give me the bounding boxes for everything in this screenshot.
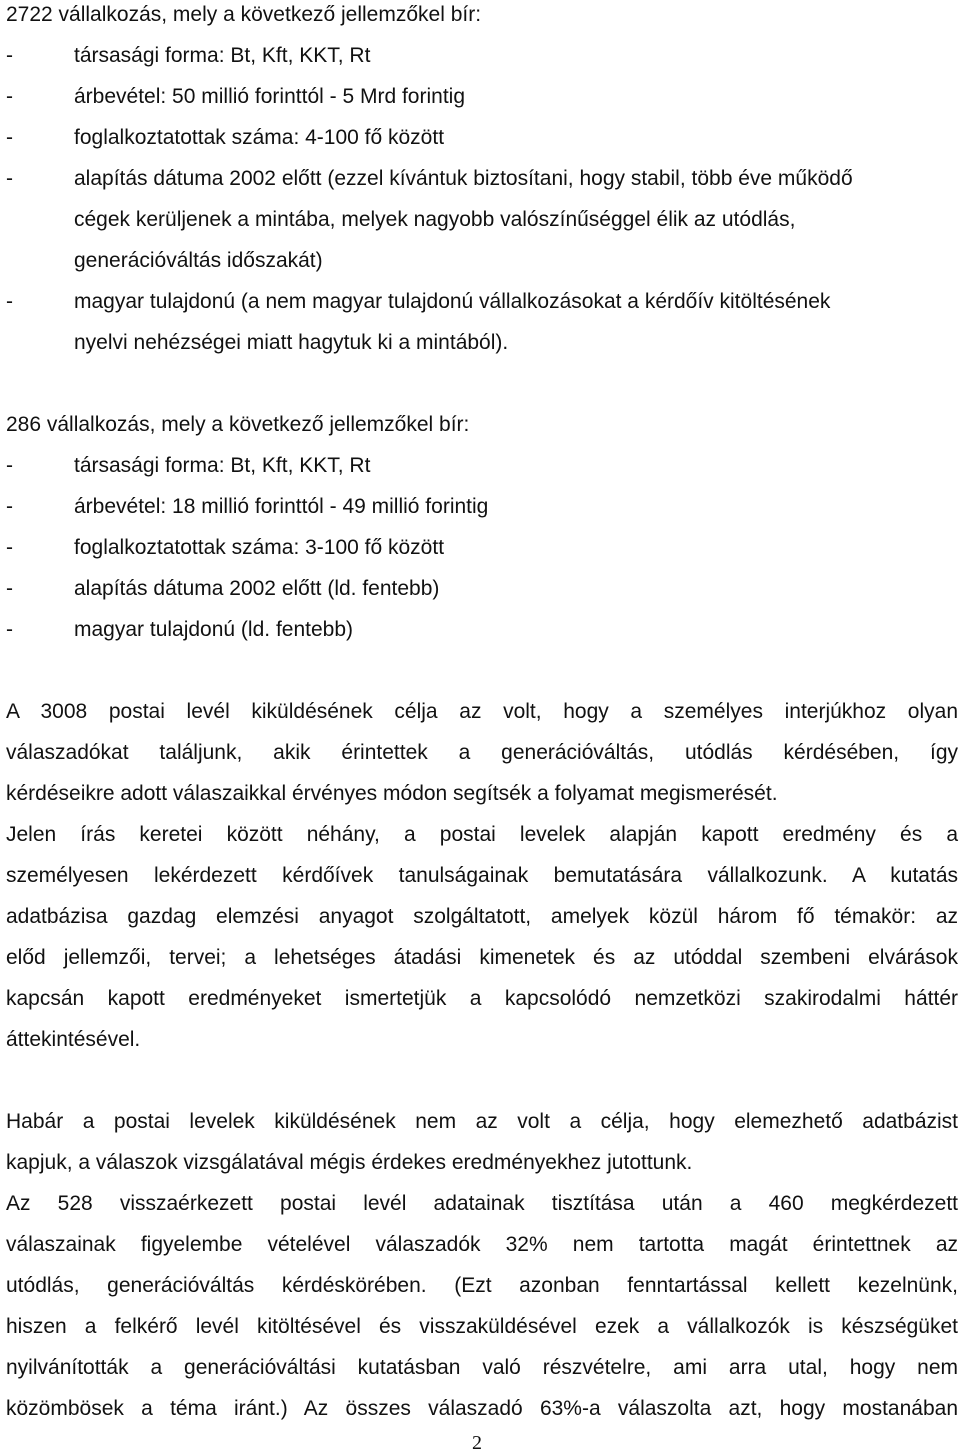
paragraph-line: közömbösek a téma iránt.) Az összes válaszadó 63%-a válaszolta azt, hogy mostanában bbox=[6, 1397, 958, 1420]
list-item: árbevétel: 18 millió forinttól - 49 millió forintig bbox=[74, 495, 489, 518]
list-bullet: - bbox=[6, 290, 13, 313]
section2-heading: 286 vállalkozás, mely a következő jellemzőkel bír: bbox=[6, 413, 470, 436]
paragraph-line: kapjuk, a válaszok vizsgálatával mégis érdekes eredményekhez jutottunk. bbox=[6, 1151, 693, 1174]
list-item: foglalkoztatottak száma: 3-100 fő között bbox=[74, 536, 445, 559]
paragraph-line: válaszadókat találjunk, akik érintettek a generációváltás, utódlás kérdésében, így bbox=[6, 741, 958, 764]
list-item: alapítás dátuma 2002 előtt (ld. fentebb) bbox=[74, 577, 440, 600]
list-item: árbevétel: 50 millió forinttól - 5 Mrd forintig bbox=[74, 85, 465, 108]
paragraph-line: Jelen írás keretei között néhány, a postai levelek alapján kapott eredmény és a bbox=[6, 823, 958, 846]
paragraph-line: személyesen lekérdezett kérdőívek tanulságainak bemutatására vállalkozunk. A kutatás bbox=[6, 864, 958, 887]
page-number: 2 bbox=[472, 1432, 482, 1454]
list-bullet: - bbox=[6, 454, 13, 477]
paragraph-line: válaszainak figyelembe vételével válaszadók 32% nem tartotta magát érintettnek az bbox=[6, 1233, 958, 1256]
paragraph-line: hiszen a felkérő levél kitöltésével és visszaküldésével ezek a vállalkozók is készségüket bbox=[6, 1315, 958, 1338]
list-bullet: - bbox=[6, 618, 13, 641]
paragraph-line: áttekintésével. bbox=[6, 1028, 141, 1051]
list-item: magyar tulajdonú (ld. fentebb) bbox=[74, 618, 353, 641]
paragraph-line: Az 528 visszaérkezett postai levél adatainak tisztítása után a 460 megkérdezett bbox=[6, 1192, 958, 1215]
paragraph-line: Habár a postai levelek kiküldésének nem az volt a célja, hogy elemezhető adatbázist bbox=[6, 1110, 958, 1133]
paragraph-line: nyilvánították a generációváltási kutatásban való részvételre, ami arra utal, hogy nem bbox=[6, 1356, 958, 1379]
list-item-continuation: nyelvi nehézségei miatt hagytuk ki a mintából). bbox=[74, 331, 509, 354]
list-bullet: - bbox=[6, 85, 13, 108]
list-item-continuation: generációváltás időszakát) bbox=[74, 249, 323, 272]
list-item: alapítás dátuma 2002 előtt (ezzel kívántuk biztosítani, hogy stabil, több éve működő bbox=[74, 167, 853, 190]
paragraph-line: kérdéseikre adott válaszaikkal érvényes módon segítsék a folyamat megismerését. bbox=[6, 782, 778, 805]
list-bullet: - bbox=[6, 536, 13, 559]
list-item: foglalkoztatottak száma: 4-100 fő között bbox=[74, 126, 445, 149]
list-bullet: - bbox=[6, 577, 13, 600]
list-item: társasági forma: Bt, Kft, KKT, Rt bbox=[74, 454, 371, 477]
paragraph-line: A 3008 postai levél kiküldésének célja az volt, hogy a személyes interjúkhoz olyan bbox=[6, 700, 958, 723]
list-item: társasági forma: Bt, Kft, KKT, Rt bbox=[74, 44, 371, 67]
section1-heading: 2722 vállalkozás, mely a következő jellemzőkel bír: bbox=[6, 3, 482, 26]
paragraph-line: utódlás, generációváltás kérdéskörében. (Ezt azonban fenntartással kellett kezelnünk, bbox=[6, 1274, 958, 1297]
paragraph-line: kapcsán kapott eredményeket ismertetjük a kapcsolódó nemzetközi szakirodalmi háttér bbox=[6, 987, 958, 1010]
list-bullet: - bbox=[6, 44, 13, 67]
list-item: magyar tulajdonú (a nem magyar tulajdonú vállalkozásokat a kérdőív kitöltésének bbox=[74, 290, 831, 313]
list-bullet: - bbox=[6, 495, 13, 518]
list-bullet: - bbox=[6, 167, 13, 190]
paragraph-line: előd jellemzői, tervei; a lehetséges átadási kimenetek és az utóddal szembeni elvárások bbox=[6, 946, 958, 969]
paragraph-line: adatbázisa gazdag elemzési anyagot szolgáltatott, amelyek közül három fő témakör: az bbox=[6, 905, 958, 928]
list-bullet: - bbox=[6, 126, 13, 149]
list-item-continuation: cégek kerüljenek a mintába, melyek nagyobb valószínűséggel élik az utódlás, bbox=[74, 208, 796, 231]
